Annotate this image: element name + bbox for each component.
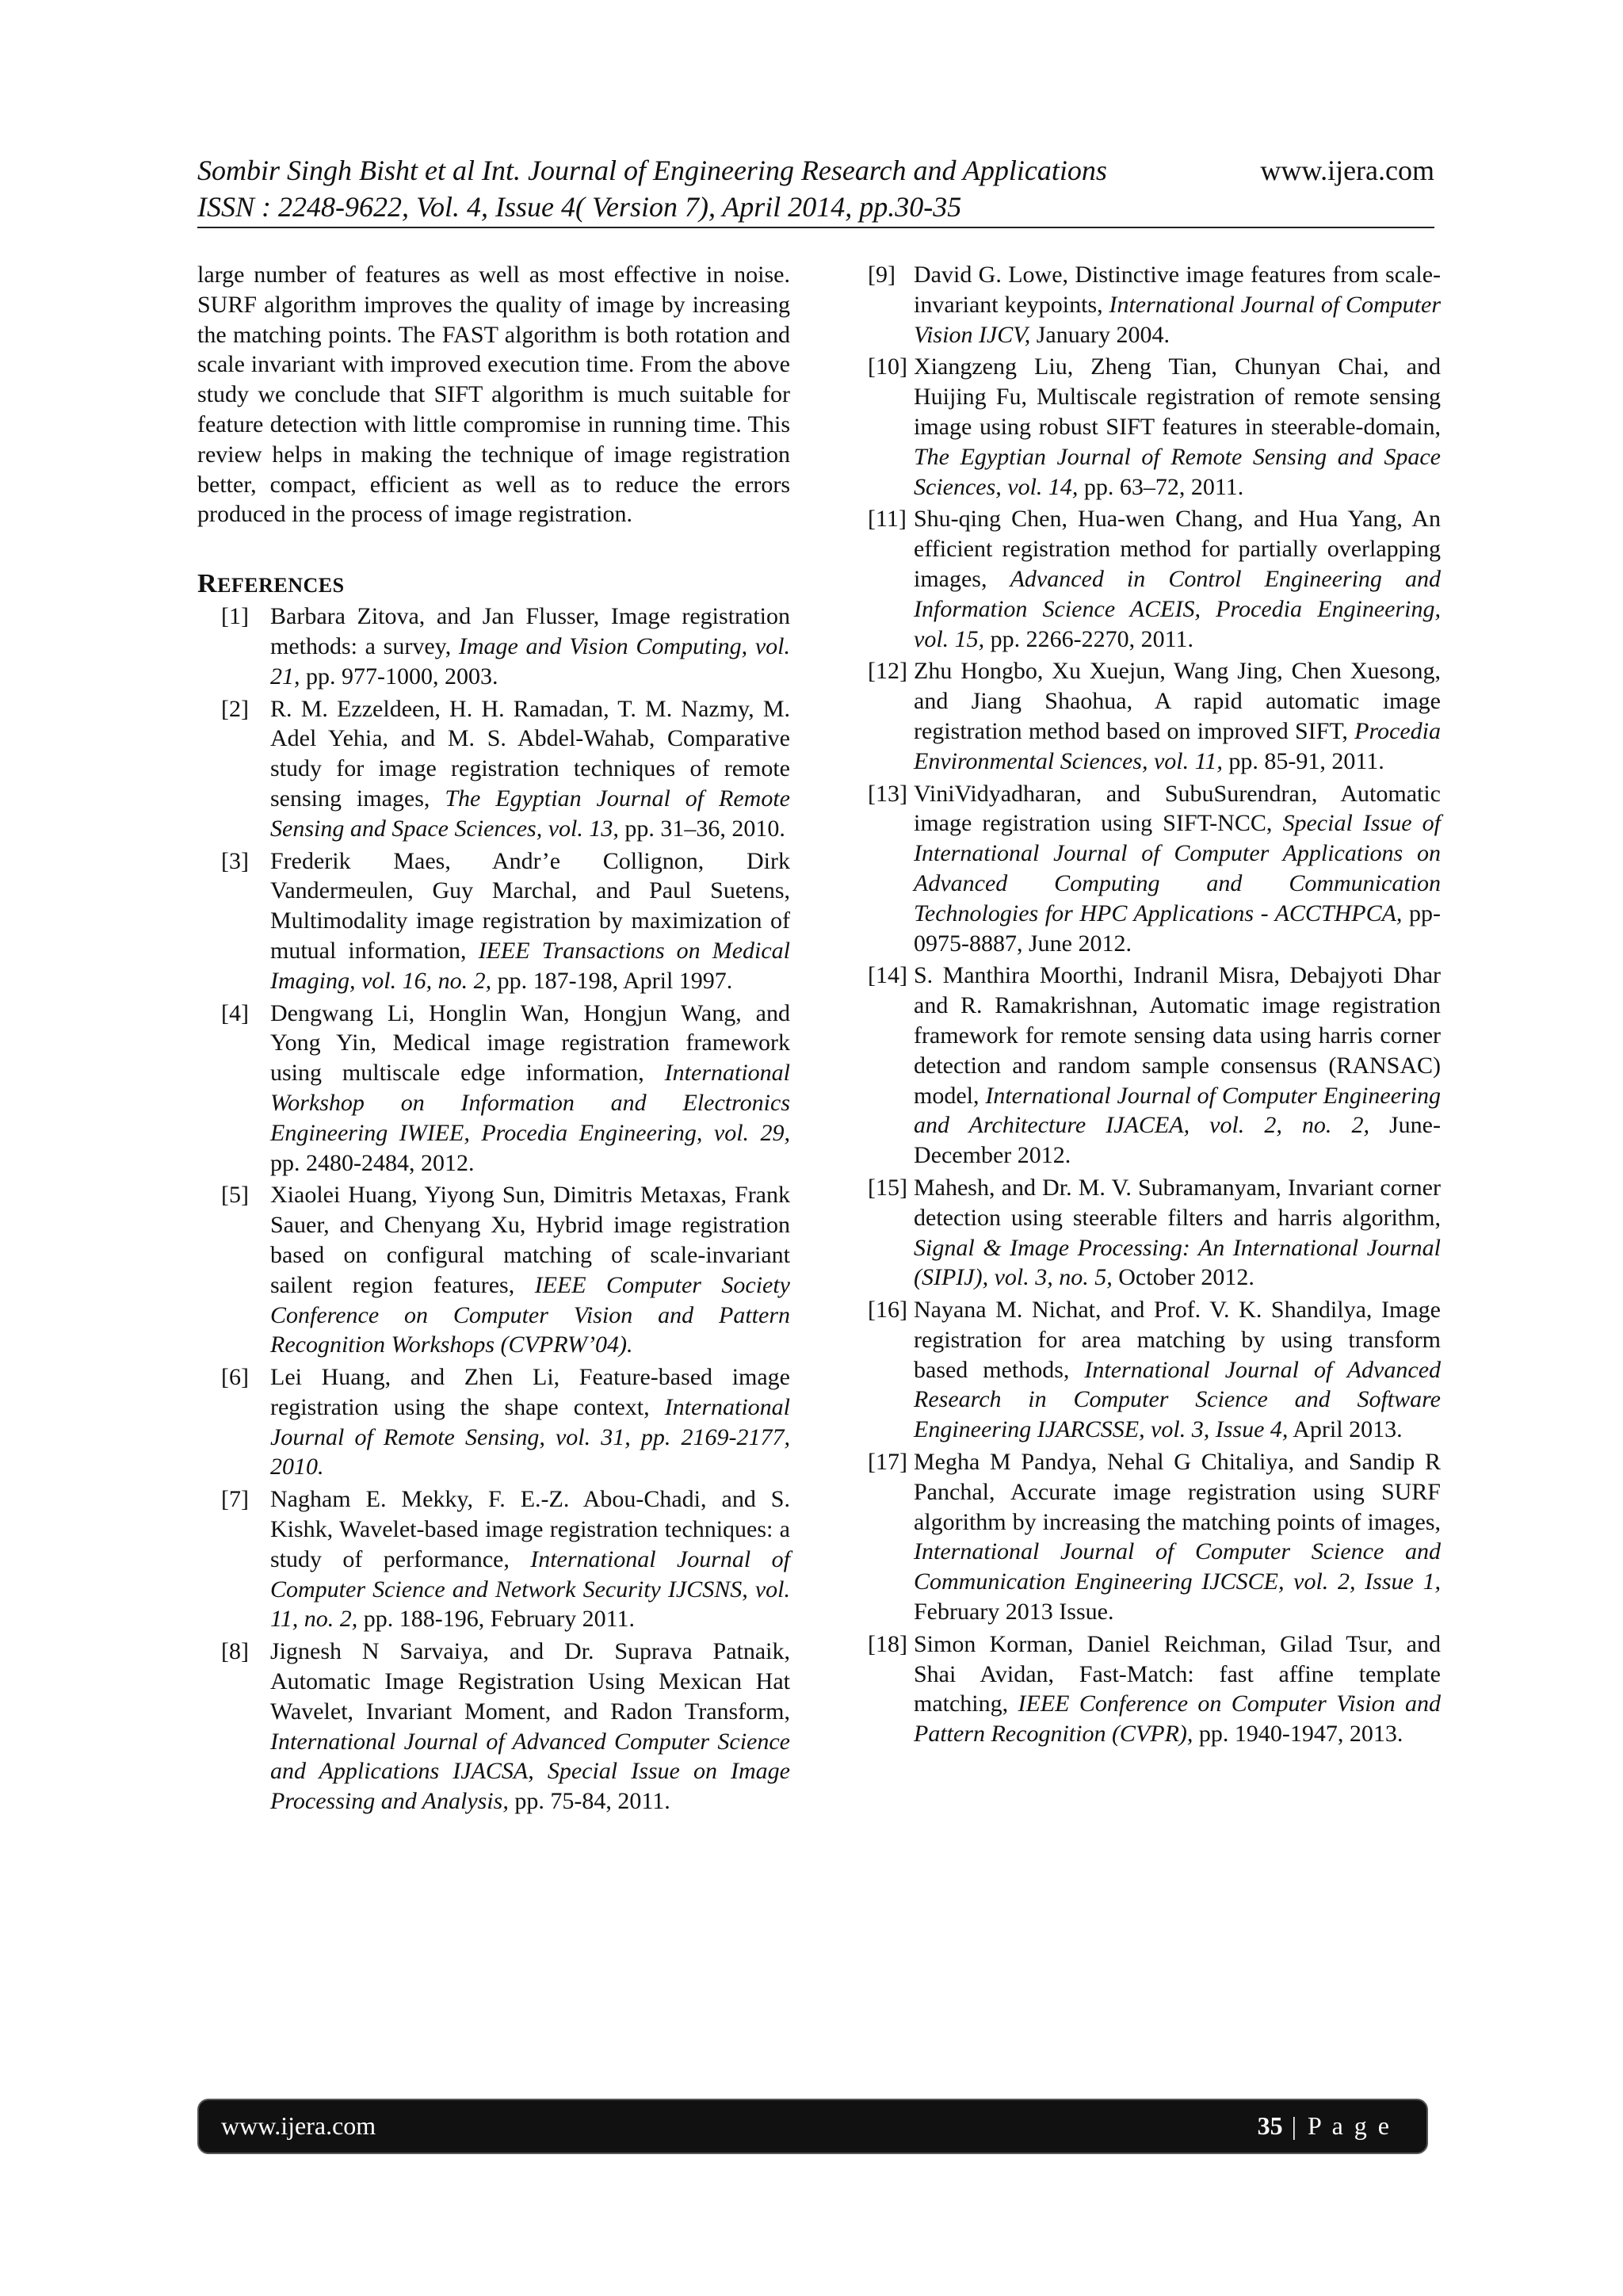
left-column bbox=[197, 260, 790, 1819]
footer-website: www.ijera.com bbox=[221, 2111, 376, 2140]
reference-item: [4] Dengwang Li, Honglin Wan, Hongjun Wang, and Yong Yin, Medical image registration framework using multiscale edge information, International Workshop on Information and Electronics Engineering IWIEE, Procedia Engineering, vol. 29, pp. 2480-2484, 2012. bbox=[221, 999, 790, 1176]
reference-item: [8] Jignesh N Sarvaiya, and Dr. Suprava Patnaik, Automatic Image Registration Using Mexican Hat Wavelet, Invariant Moment, and Radon Transform, International Journal of Advanced Computer Science and Applications IJACSA, Special Issue on Image Processing and Analysis, pp. 75-84, 2011. bbox=[221, 1638, 790, 1815]
reference-item: [12] Zhu Hongbo, Xu Xuejun, Wang Jing, Chen Xuesong, and Jiang Shaohua, A rapid automatic image registration method based on improved SIFT, Procedia Environmental Sciences, vol. 11, pp. 85-91, 2011. bbox=[868, 658, 1441, 774]
reference-item: [6] Lei Huang, and Zhen Li, Feature-based image registration using the shape context, International Journal of Remote Sensing, vol. 31, pp. 2169-2177, 2010. bbox=[221, 1364, 790, 1480]
reference-item: [18] Simon Korman, Daniel Reichman, Gilad Tsur, and Shai Avidan, Fast-Match: fast affine template matching, IEEE Conference on Computer Vision and Pattern Recognition (CVPR), pp. 1940-1947, 2013. bbox=[868, 1630, 1442, 1748]
reference-item: [10] Xiangzeng Liu, Zheng Tian, Chunyan Chai, and Huijing Fu, Multiscale registration of remote sensing image using robust SIFT features in steerable-domain, The Egyptian Journal of Remote Sensing and Space Sciences, vol. 14, pp. 63–72, 2011. bbox=[868, 353, 1441, 500]
references-heading: REFERENCES bbox=[197, 569, 345, 599]
header-rule bbox=[197, 227, 1434, 228]
reference-item: [17] Megha M Pandya, Nehal G Chitaliya, and Sandip R Panchal, Accurate image registration using SURF algorithm by increasing the matching points of images, International Journal of Computer Science and Communication Engineering IJCSCE, vol. 2, Issue 1, February 2013 Issue. bbox=[868, 1449, 1441, 1626]
reference-item: [5] Xiaolei Huang, Yiyong Sun, Dimitris Metaxas, Frank Sauer, and Chenyang Xu, Hybrid image registration based on configural matching of scale-invariant sailent region features, IEEE Computer Society Conference on Computer Vision and Pattern Recognition Workshops (CVPRW’04). bbox=[221, 1182, 790, 1358]
header-issn-line: ISSN : 2248-9622, Vol. 4, Issue 4( Version 7), April 2014, pp.30-35 bbox=[197, 191, 962, 223]
header-website: www.ijera.com bbox=[1260, 155, 1434, 186]
reference-item: [15] Mahesh, and Dr. M. V. Subramanyam, Invariant corner detection using steerable filters and harris algorithm, Signal & Image Processing: An International Journal (SIPIJ), vol. 3, no. 5, October 2012. bbox=[868, 1174, 1441, 1291]
reference-item: [14] S. Manthira Moorthi, Indranil Misra, Debajyoti Dhar and R. Ramakrishnan, Automatic image registration framework for remote sensing data using harris corner detection and random sample consensus (RANSAC) model, International Journal of Computer Engineering and Architecture IJACEA, vol. 2, no. 2, June-December 2012. bbox=[868, 962, 1441, 1169]
header-journal-line: Sombir Singh Bisht et al Int. Journal of Engineering Research and Applications bbox=[197, 155, 1107, 186]
reference-item: [13] ViniVidyadharan, and SubuSurendran, Automatic image registration using SIFT-NCC, Special Issue of International Journal of Computer Applications on Advanced Computing and Communication Technologies for HPC Applications - ACCTHPCA, pp- 0975-8887, June 2012. bbox=[868, 780, 1441, 957]
page-footer bbox=[197, 2099, 1428, 2154]
running-header bbox=[197, 152, 1434, 225]
reference-item: [1] Barbara Zitova, and Jan Flusser, Image registration methods: a survey, Image and Vision Computing, vol. 21, pp. 977-1000, 2003. bbox=[221, 603, 790, 690]
footer-page-number: 35 | P a g e bbox=[1257, 2111, 1392, 2140]
reference-item: [7] Nagham E. Mekky, F. E.-Z. Abou-Chadi, and S. Kishk, Wavelet-based image registration techniques: a study of performance, International Journal of Computer Science and Network Security IJCSNS, vol. 11, no. 2, pp. 188-196, February 2011. bbox=[221, 1486, 790, 1633]
reference-item: [16] Nayana M. Nichat, and Prof. V. K. Shandilya, Image registration for area matching by using transform based methods, International Journal of Advanced Research in Computer Science and Software Engineering IJARCSSE, vol. 3, Issue 4, April 2013. bbox=[868, 1297, 1442, 1443]
reference-item: [2] R. M. Ezzeldeen, H. H. Ramadan, T. M. Nazmy, M. Adel Yehia, and M. S. Abdel-Wahab, Comparative study for image registration techniques of remote sensing images, The Egyptian Journal of Remote Sensing and Space Sciences, vol. 13, pp. 31–36, 2010. bbox=[221, 695, 790, 842]
reference-item: [3] Frederik Maes, Andr’e Collignon, Dirk Vandermeulen, Guy Marchal, and Paul Suetens, Multimodality image registration by maximization of mutual information, IEEE Transactions on Medical Imaging, vol. 16, no. 2, pp. 187-198, April 1997. bbox=[221, 847, 790, 994]
right-column bbox=[868, 260, 1441, 1752]
conclusion-paragraph: large number of features as well as most effective in noise. SURF algorithm improves the quality of image by increasing the matching points. The FAST algorithm is both rotation and scale invariant with improved execution time. From the above study we conclude that SIFT algorithm is much suitable for feature detection with little compromise in running time. This review helps in making the technique of image registration better, compact, efficient as well as to reduce the errors produced in the process of image registration. bbox=[197, 262, 790, 528]
reference-item: [9] David G. Lowe, Distinctive image features from scale-invariant keypoints, International Journal of Computer Vision IJCV, January 2004. bbox=[868, 262, 1441, 348]
reference-item: [11] Shu-qing Chen, Hua-wen Chang, and Hua Yang, An efficient registration method for partially overlapping images, Advanced in Control Engineering and Information Science ACEIS, Procedia Engineering, vol. 15, pp. 2266-2270, 2011. bbox=[868, 506, 1441, 652]
references-list-left bbox=[197, 602, 790, 1817]
references-list-right bbox=[868, 260, 1441, 1749]
